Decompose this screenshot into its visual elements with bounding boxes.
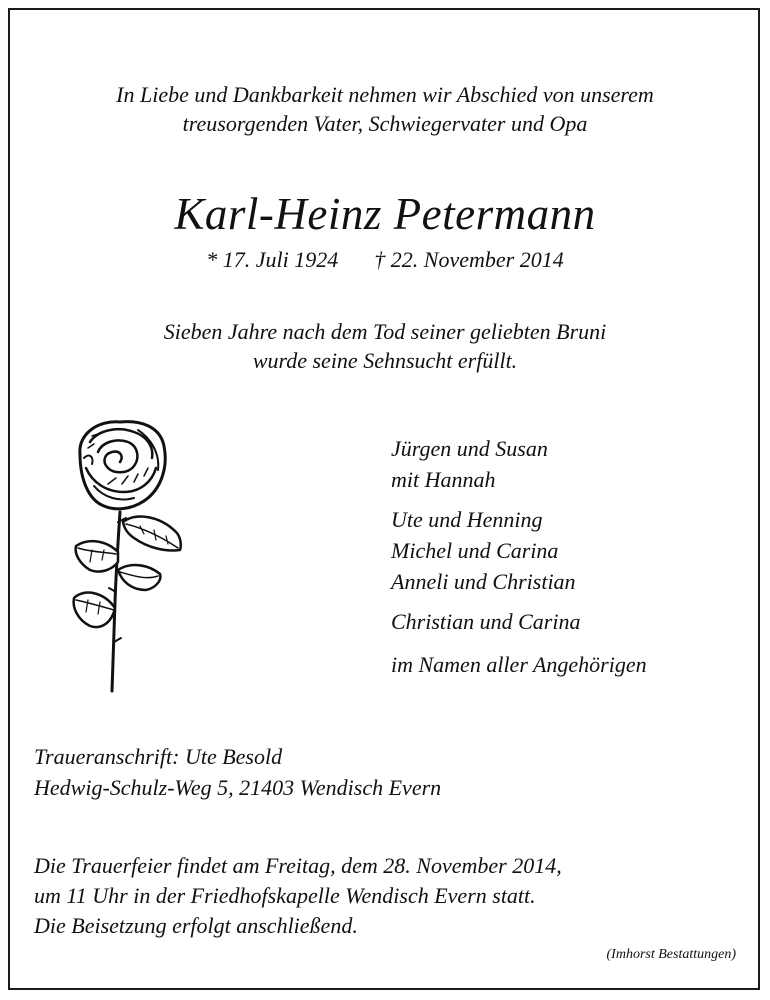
mourners-list (391, 433, 751, 680)
rose-icon (68, 412, 198, 696)
address-line: Traueranschrift: Ute Besold (34, 744, 283, 769)
mourner-group (391, 433, 751, 495)
verse-line: Sieben Jahre nach dem Tod seiner geliebten Bruni (163, 319, 607, 344)
intro-line: treusorgenden Vater, Schwiegervater und Opa (182, 111, 588, 136)
death-date: † 22. November 2014 (374, 247, 564, 272)
undertaker-credit: (Imhorst Bestattungen) (606, 947, 736, 962)
mourner-name: Christian und Carina (391, 609, 581, 634)
closing-line: im Namen aller Angehörigen (391, 652, 647, 677)
condolence-address (34, 741, 441, 803)
service-info (34, 851, 562, 941)
mourner-name: Michel und Carina (391, 538, 559, 563)
mourner-closing (391, 649, 751, 680)
deceased-name: Karl-Heinz Petermann (174, 189, 596, 239)
mourner-group (391, 606, 751, 637)
verse-text (0, 317, 770, 375)
intro-text (0, 80, 770, 138)
life-dates (0, 245, 770, 275)
birth-date: * 17. Juli 1924 (206, 247, 339, 272)
service-line: Die Beisetzung erfolgt anschließend. (34, 913, 358, 938)
mourner-name: Jürgen und Susan (391, 436, 548, 461)
intro-line: In Liebe und Dankbarkeit nehmen wir Abschied von unserem (116, 82, 654, 107)
address-line: Hedwig-Schulz-Weg 5, 21403 Wendisch Evern (34, 775, 442, 800)
mourner-name: Anneli und Christian (391, 569, 576, 594)
verse-line: wurde seine Sehnsucht erfüllt. (252, 348, 518, 373)
mourner-name: Ute und Henning (391, 507, 543, 532)
service-line: Die Trauerfeier findet am Freitag, dem 28. November 2014, (34, 853, 562, 878)
service-line: um 11 Uhr in der Friedhofskapelle Wendisch Evern statt. (34, 883, 536, 908)
mourner-name: mit Hannah (391, 467, 496, 492)
mourner-group (391, 504, 751, 597)
